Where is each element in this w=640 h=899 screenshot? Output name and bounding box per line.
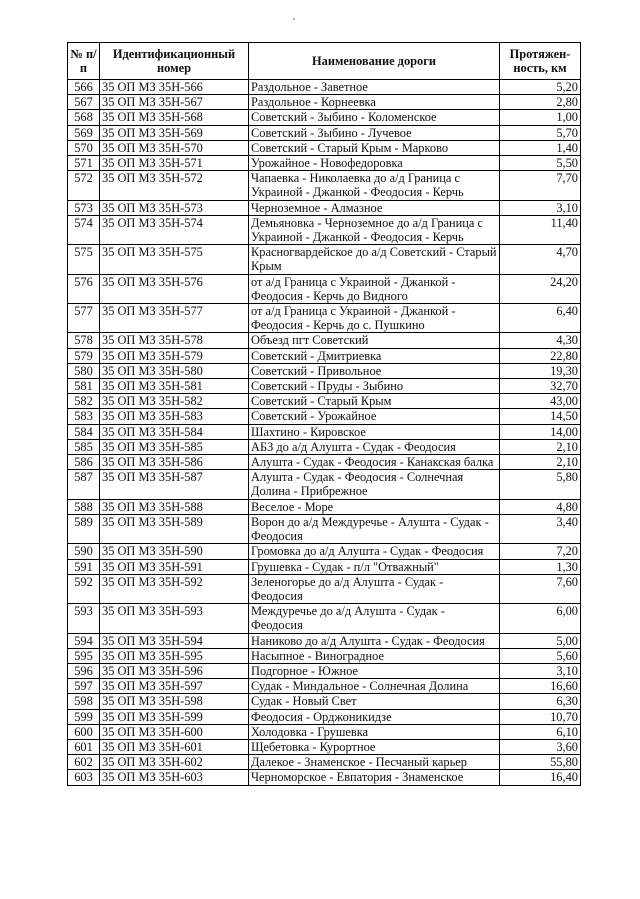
row-number: 575 <box>68 245 100 274</box>
table-row <box>68 709 581 724</box>
table-row <box>68 770 581 785</box>
table-row <box>68 348 581 363</box>
row-road-name: Объезд пгт Советский <box>249 333 500 348</box>
row-identifier: 35 ОП МЗ 35Н-600 <box>100 724 249 739</box>
row-road-name: Чапаевка - Николаевка до а/д Граница с Украиной - Джанкой - Феодосия - Керчь <box>249 171 500 200</box>
row-number: 595 <box>68 648 100 663</box>
row-length: 14,00 <box>500 424 581 439</box>
table-row <box>68 215 581 244</box>
row-identifier: 35 ОП МЗ 35Н-591 <box>100 559 249 574</box>
row-road-name: Подгорное - Южное <box>249 663 500 678</box>
table-row <box>68 499 581 514</box>
row-identifier: 35 ОП МЗ 35Н-585 <box>100 439 249 454</box>
roads-table <box>67 42 581 786</box>
header-road-name: Наименование дороги <box>249 43 500 80</box>
row-identifier: 35 ОП МЗ 35Н-596 <box>100 663 249 678</box>
row-identifier: 35 ОП МЗ 35Н-586 <box>100 455 249 470</box>
row-number: 596 <box>68 663 100 678</box>
row-road-name: Черноморское - Евпатория - Знаменское <box>249 770 500 785</box>
table-row <box>68 439 581 454</box>
row-road-name: Щебетовка - Курортное <box>249 739 500 754</box>
row-number: 569 <box>68 125 100 140</box>
row-number: 578 <box>68 333 100 348</box>
row-identifier: 35 ОП МЗ 35Н-597 <box>100 679 249 694</box>
table-row <box>68 394 581 409</box>
row-road-name: Демьяновка - Черноземное до а/д Граница с Украиной - Джанкой - Феодосия - Керчь <box>249 215 500 244</box>
row-identifier: 35 ОП МЗ 35Н-583 <box>100 409 249 424</box>
table-row <box>68 140 581 155</box>
header-number: № п/п <box>68 43 100 80</box>
row-number: 571 <box>68 156 100 171</box>
table-row <box>68 455 581 470</box>
table-row <box>68 110 581 125</box>
row-number: 574 <box>68 215 100 244</box>
row-length: 1,40 <box>500 140 581 155</box>
scan-speck <box>293 18 295 20</box>
row-number: 580 <box>68 363 100 378</box>
row-number: 566 <box>68 80 100 95</box>
row-length: 11,40 <box>500 215 581 244</box>
row-length: 7,60 <box>500 574 581 603</box>
row-road-name: Черноземное - Алмазное <box>249 200 500 215</box>
row-road-name: Советский - Урожайное <box>249 409 500 424</box>
row-length: 14,50 <box>500 409 581 424</box>
row-length: 5,00 <box>500 633 581 648</box>
row-road-name: Далекое - Знаменское - Песчаный карьер <box>249 755 500 770</box>
row-identifier: 35 ОП МЗ 35Н-590 <box>100 544 249 559</box>
table-row <box>68 739 581 754</box>
row-road-name: Раздольное - Корнеевка <box>249 95 500 110</box>
row-road-name: от а/д Граница с Украиной - Джанкой - Феодосия - Керчь до с. Пушкино <box>249 304 500 333</box>
row-length: 32,70 <box>500 379 581 394</box>
row-road-name: Веселое - Море <box>249 499 500 514</box>
row-number: 582 <box>68 394 100 409</box>
row-number: 584 <box>68 424 100 439</box>
row-identifier: 35 ОП МЗ 35Н-566 <box>100 80 249 95</box>
row-number: 577 <box>68 304 100 333</box>
row-length: 16,60 <box>500 679 581 694</box>
row-identifier: 35 ОП МЗ 35Н-568 <box>100 110 249 125</box>
row-length: 1,00 <box>500 110 581 125</box>
row-road-name: Алушта - Судак - Феодосия - Солнечная Долина - Прибрежное <box>249 470 500 499</box>
row-length: 7,20 <box>500 544 581 559</box>
row-length: 3,60 <box>500 739 581 754</box>
row-road-name: Советский - Старый Крым - Марково <box>249 140 500 155</box>
row-road-name: Советский - Дмитриевка <box>249 348 500 363</box>
table-row <box>68 274 581 303</box>
table-row <box>68 574 581 603</box>
row-road-name: АБЗ до а/д Алушта - Судак - Феодосия <box>249 439 500 454</box>
table-row <box>68 679 581 694</box>
row-identifier: 35 ОП МЗ 35Н-574 <box>100 215 249 244</box>
row-identifier: 35 ОП МЗ 35Н-584 <box>100 424 249 439</box>
row-length: 5,20 <box>500 80 581 95</box>
row-road-name: Советский - Пруды - Зыбино <box>249 379 500 394</box>
row-identifier: 35 ОП МЗ 35Н-569 <box>100 125 249 140</box>
table-row <box>68 755 581 770</box>
row-road-name: Феодосия - Орджоникидзе <box>249 709 500 724</box>
row-road-name: Советский - Старый Крым <box>249 394 500 409</box>
row-length: 5,80 <box>500 470 581 499</box>
row-road-name: Алушта - Судак - Феодосия - Канакская балка <box>249 455 500 470</box>
table-row <box>68 544 581 559</box>
row-road-name: Советский - Зыбино - Коломенское <box>249 110 500 125</box>
row-length: 24,20 <box>500 274 581 303</box>
row-number: 587 <box>68 470 100 499</box>
row-length: 5,50 <box>500 156 581 171</box>
row-identifier: 35 ОП МЗ 35Н-581 <box>100 379 249 394</box>
row-number: 589 <box>68 514 100 543</box>
row-road-name: Зеленогорье до а/д Алушта - Судак - Феодосия <box>249 574 500 603</box>
row-road-name: Междуречье до а/д Алушта - Судак - Феодосия <box>249 604 500 633</box>
row-number: 570 <box>68 140 100 155</box>
row-identifier: 35 ОП МЗ 35Н-598 <box>100 694 249 709</box>
row-road-name: Судак - Новый Свет <box>249 694 500 709</box>
row-length: 4,80 <box>500 499 581 514</box>
row-identifier: 35 ОП МЗ 35Н-577 <box>100 304 249 333</box>
row-length: 43,00 <box>500 394 581 409</box>
table-row <box>68 694 581 709</box>
table-row <box>68 363 581 378</box>
row-road-name: Холодовка - Грушевка <box>249 724 500 739</box>
row-identifier: 35 ОП МЗ 35Н-573 <box>100 200 249 215</box>
table-row <box>68 171 581 200</box>
row-road-name: Советский - Привольное <box>249 363 500 378</box>
row-number: 598 <box>68 694 100 709</box>
row-identifier: 35 ОП МЗ 35Н-571 <box>100 156 249 171</box>
row-road-name: Судак - Миндальное - Солнечная Долина <box>249 679 500 694</box>
row-identifier: 35 ОП МЗ 35Н-582 <box>100 394 249 409</box>
row-identifier: 35 ОП МЗ 35Н-602 <box>100 755 249 770</box>
table-row <box>68 304 581 333</box>
row-road-name: Урожайное - Новофедоровка <box>249 156 500 171</box>
row-number: 572 <box>68 171 100 200</box>
row-number: 583 <box>68 409 100 424</box>
row-length: 22,80 <box>500 348 581 363</box>
row-length: 1,30 <box>500 559 581 574</box>
table-row <box>68 424 581 439</box>
row-identifier: 35 ОП МЗ 35Н-576 <box>100 274 249 303</box>
row-number: 592 <box>68 574 100 603</box>
table-row <box>68 559 581 574</box>
row-number: 601 <box>68 739 100 754</box>
row-road-name: Красногвардейское до а/д Советский - Старый Крым <box>249 245 500 274</box>
row-road-name: Раздольное - Заветное <box>249 80 500 95</box>
row-identifier: 35 ОП МЗ 35Н-592 <box>100 574 249 603</box>
header-identifier: Идентификационный номер <box>100 43 249 80</box>
row-number: 593 <box>68 604 100 633</box>
row-identifier: 35 ОП МЗ 35Н-575 <box>100 245 249 274</box>
table-row <box>68 724 581 739</box>
row-identifier: 35 ОП МЗ 35Н-601 <box>100 739 249 754</box>
table-row <box>68 379 581 394</box>
table-row <box>68 80 581 95</box>
row-length: 55,80 <box>500 755 581 770</box>
row-number: 579 <box>68 348 100 363</box>
table-header-row <box>68 43 581 80</box>
row-length: 4,30 <box>500 333 581 348</box>
row-length: 6,30 <box>500 694 581 709</box>
row-identifier: 35 ОП МЗ 35Н-588 <box>100 499 249 514</box>
row-road-name: Ворон до а/д Междуречье - Алушта - Судак - Феодосия <box>249 514 500 543</box>
row-number: 600 <box>68 724 100 739</box>
row-identifier: 35 ОП МЗ 35Н-570 <box>100 140 249 155</box>
row-length: 16,40 <box>500 770 581 785</box>
row-number: 567 <box>68 95 100 110</box>
table-row <box>68 200 581 215</box>
row-number: 588 <box>68 499 100 514</box>
row-length: 6,10 <box>500 724 581 739</box>
row-length: 10,70 <box>500 709 581 724</box>
table-row <box>68 470 581 499</box>
row-road-name: Наниково до а/д Алушта - Судак - Феодосия <box>249 633 500 648</box>
row-identifier: 35 ОП МЗ 35Н-578 <box>100 333 249 348</box>
header-length: Протяжен-ность, км <box>500 43 581 80</box>
row-road-name: Насыпное - Виноградное <box>249 648 500 663</box>
row-identifier: 35 ОП МЗ 35Н-567 <box>100 95 249 110</box>
table-row <box>68 156 581 171</box>
row-identifier: 35 ОП МЗ 35Н-603 <box>100 770 249 785</box>
table-row <box>68 604 581 633</box>
table-row <box>68 245 581 274</box>
row-number: 597 <box>68 679 100 694</box>
row-road-name: Шахтино - Кировское <box>249 424 500 439</box>
row-number: 590 <box>68 544 100 559</box>
row-road-name: Громовка до а/д Алушта - Судак - Феодосия <box>249 544 500 559</box>
row-identifier: 35 ОП МЗ 35Н-589 <box>100 514 249 543</box>
row-number: 591 <box>68 559 100 574</box>
row-length: 3,10 <box>500 200 581 215</box>
row-length: 6,00 <box>500 604 581 633</box>
table-row <box>68 409 581 424</box>
row-length: 4,70 <box>500 245 581 274</box>
row-identifier: 35 ОП МЗ 35Н-595 <box>100 648 249 663</box>
row-number: 602 <box>68 755 100 770</box>
row-road-name: Грушевка - Судак - п/л "Отважный" <box>249 559 500 574</box>
row-length: 19,30 <box>500 363 581 378</box>
row-length: 2,10 <box>500 439 581 454</box>
table-body <box>68 80 581 786</box>
row-length: 2,80 <box>500 95 581 110</box>
row-length: 6,40 <box>500 304 581 333</box>
row-identifier: 35 ОП МЗ 35Н-594 <box>100 633 249 648</box>
row-number: 599 <box>68 709 100 724</box>
row-identifier: 35 ОП МЗ 35Н-572 <box>100 171 249 200</box>
row-number: 585 <box>68 439 100 454</box>
row-number: 603 <box>68 770 100 785</box>
row-identifier: 35 ОП МЗ 35Н-580 <box>100 363 249 378</box>
table-row <box>68 633 581 648</box>
row-identifier: 35 ОП МЗ 35Н-587 <box>100 470 249 499</box>
table-row <box>68 125 581 140</box>
row-length: 3,10 <box>500 663 581 678</box>
row-length: 5,70 <box>500 125 581 140</box>
row-number: 576 <box>68 274 100 303</box>
row-number: 594 <box>68 633 100 648</box>
row-identifier: 35 ОП МЗ 35Н-579 <box>100 348 249 363</box>
row-number: 581 <box>68 379 100 394</box>
table-row <box>68 95 581 110</box>
row-road-name: Советский - Зыбино - Лучевое <box>249 125 500 140</box>
row-number: 586 <box>68 455 100 470</box>
table-row <box>68 663 581 678</box>
row-length: 2,10 <box>500 455 581 470</box>
row-length: 3,40 <box>500 514 581 543</box>
table-row <box>68 333 581 348</box>
row-identifier: 35 ОП МЗ 35Н-593 <box>100 604 249 633</box>
row-length: 7,70 <box>500 171 581 200</box>
row-number: 568 <box>68 110 100 125</box>
table-row <box>68 648 581 663</box>
row-length: 5,60 <box>500 648 581 663</box>
row-number: 573 <box>68 200 100 215</box>
row-identifier: 35 ОП МЗ 35Н-599 <box>100 709 249 724</box>
table-row <box>68 514 581 543</box>
row-road-name: от а/д Граница с Украиной - Джанкой - Феодосия - Керчь до Видного <box>249 274 500 303</box>
